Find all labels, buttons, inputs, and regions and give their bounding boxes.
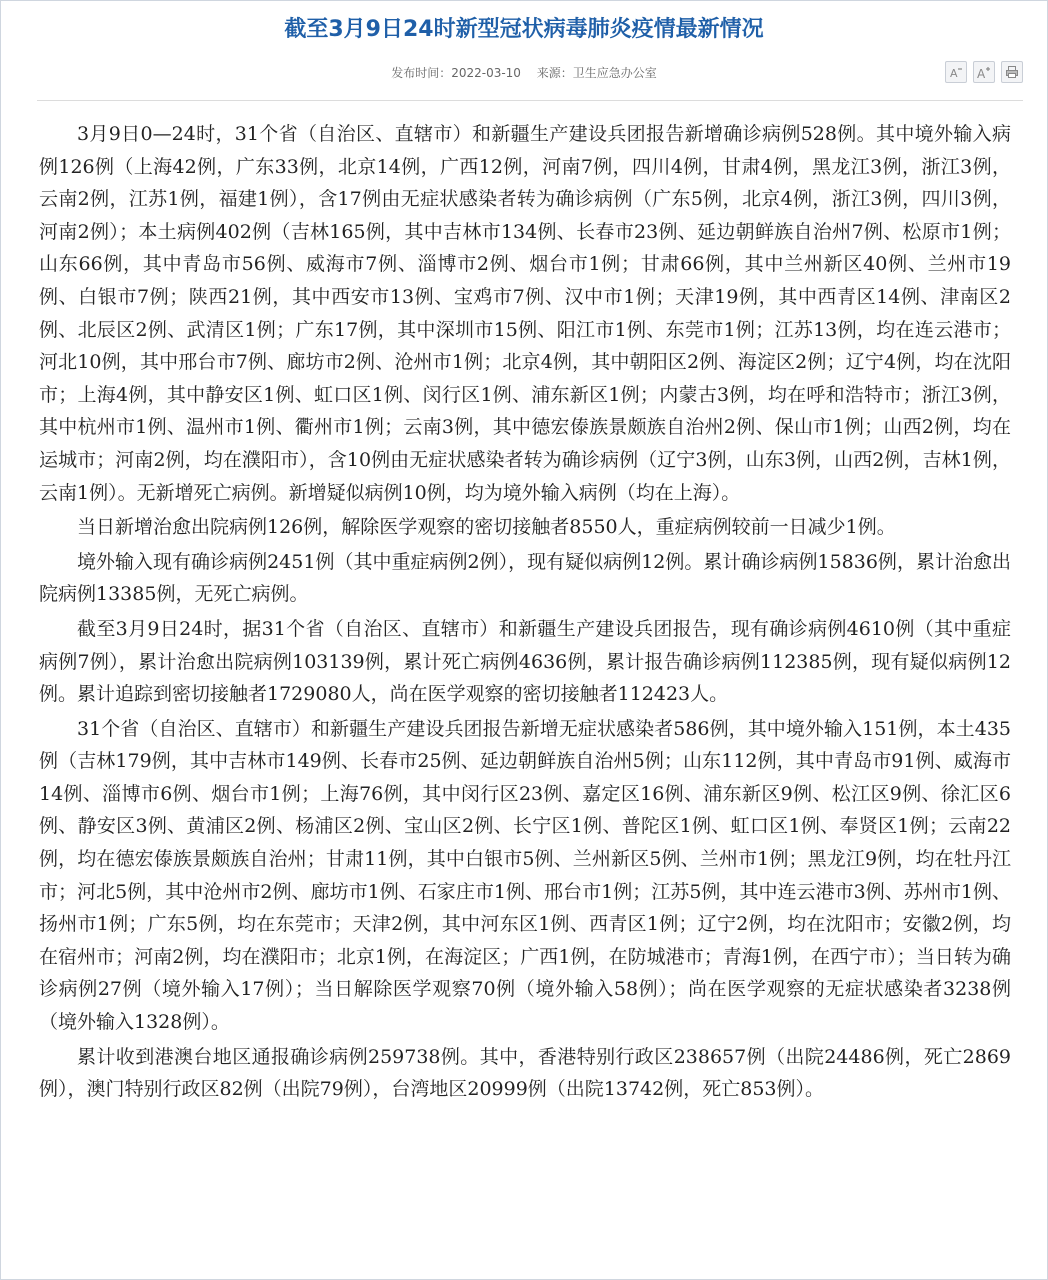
paragraph: 境外输入现有确诊病例2451例（其中重症病例2例），现有疑似病例12例。累计确诊病例15836例，累计治愈出院病例13385例，无死亡病例。 xyxy=(39,550,1011,606)
paragraph: 截至3月9日24时，据31个省（自治区、直辖市）和新疆生产建设兵团报告，现有确诊病例4610例（其中重症病例7例），累计治愈出院病例103139例，累计死亡病例4636例，累计报告确诊病例112385例，现有疑似病例12例。累计追踪到密切接触者1729080人，尚在医学观察的密切接触者112423人。 xyxy=(39,617,1011,706)
print-button[interactable] xyxy=(1001,61,1023,83)
font-increase-button[interactable] xyxy=(973,61,995,83)
article-body xyxy=(39,118,1011,1108)
paragraph: 31个省（自治区、直辖市）和新疆生产建设兵团报告新增无症状感染者586例，其中境外输入151例，本土435例（吉林179例，其中吉林市149例、长春市25例、延边朝鲜族自治州5例；山东112例，其中青岛市91例、威海市14例、淄博市6例、烟台市1例；上海76例，其中闵行区23例、嘉定区16例、浦东新区9例、松江区9例、徐汇区6例、静安区3例、黄浦区2例、杨浦区2例、宝山区2例、长宁区1例、普陀区1例、虹口区1例、奉贤区1例；云南22例，均在德宏傣族景颇族自治州；甘肃11例，其中白银市5例、兰州新区5例、兰州市1例；黑龙江9例，均在牡丹江市；河北5例，其中沧州市2例、廊坊市1例、石家庄市1例、邢台市1例；江苏5例，其中连云港市3例、苏州市1例、扬州市1例；广东5例，均在东莞市；天津2例，其中河东区1例、西青区1例；辽宁2例，均在沈阳市；安徽2例，均在宿州市；河南2例，均在濮阳市；北京1例，在海淀区；广西1例，在防城港市；青海1例，在西宁市）；当日转为确诊病例27例（境外输入17例）；当日解除医学观察70例（境外输入58例）；尚在医学观察的无症状感染者3238例（境外输入1328例）。 xyxy=(39,717,1011,1034)
paragraph: 累计收到港澳台地区通报确诊病例259738例。其中，香港特别行政区238657例（出院24486例，死亡2869例），澳门特别行政区82例（出院79例），台湾地区20999例（出院13742例，死亡853例）。 xyxy=(39,1045,1011,1101)
article-title: 截至3月9日24时新型冠状病毒肺炎疫情最新情况 xyxy=(284,17,764,42)
source-info xyxy=(537,66,657,80)
font-increase-icon xyxy=(977,65,991,79)
paragraph: 当日新增治愈出院病例126例，解除医学观察的密切接触者8550人，重症病例较前一日减少1例。 xyxy=(77,516,896,539)
svg-text:A: A xyxy=(977,67,986,79)
font-decrease-icon xyxy=(949,65,963,79)
article-meta xyxy=(1,64,1047,82)
publish-date: 2022-03-10 xyxy=(451,66,521,80)
publish-label: 发布时间： xyxy=(391,66,452,80)
print-icon xyxy=(1005,65,1019,79)
source-label: 来源： xyxy=(536,66,573,80)
source-name: 卫生应急办公室 xyxy=(572,66,657,80)
header-divider xyxy=(37,100,1023,101)
svg-text:A: A xyxy=(950,67,958,79)
publish-info xyxy=(391,66,521,80)
paragraph: 3月9日0—24时，31个省（自治区、直辖市）和新疆生产建设兵团报告新增确诊病例528例。其中境外输入病例126例（上海42例，广东33例，北京14例，广西12例，河南7例，四川4例，甘肃4例，黑龙江3例，浙江3例，云南2例，江苏1例，福建1例），含17例由无症状感染者转为确诊病例（广东5例，北京4例，浙江3例，四川3例，河南2例）；本土病例402例（吉林165例，其中吉林市134例、长春市23例、延边朝鲜族自治州7例、松原市1例；山东66例，其中青岛市56例、威海市7例、淄博市2例、烟台市1例；甘肃66例，其中兰州新区40例、兰州市19例、白银市7例；陕西21例，其中西安市13例、宝鸡市7例、汉中市1例；天津19例，其中西青区14例、津南区2例、北辰区2例、武清区1例；广东17例，其中深圳市15例、阳江市1例、东莞市1例；江苏13例，均在连云港市；河北10例，其中邢台市7例、廊坊市2例、沧州市1例；北京4例，其中朝阳区2例、海淀区2例；辽宁4例，均在沈阳市；上海4例，其中静安区1例、虹口区1例、闵行区1例、浦东新区1例；内蒙古3例，均在呼和浩特市；浙江3例，其中杭州市1例、温州市1例、衢州市1例；云南3例，其中德宏傣族景颇族自治州2例、保山市1例；山西2例，均在运城市；河南2例，均在濮阳市），含10例由无症状感染者转为确诊病例（辽宁3例，山东3例，山西2例，吉林1例，云南1例）。无新增死亡病例。新增疑似病例10例，均为境外输入病例（均在上海）。 xyxy=(39,123,1011,504)
article-tools xyxy=(945,61,1023,83)
font-decrease-button[interactable] xyxy=(945,61,967,83)
